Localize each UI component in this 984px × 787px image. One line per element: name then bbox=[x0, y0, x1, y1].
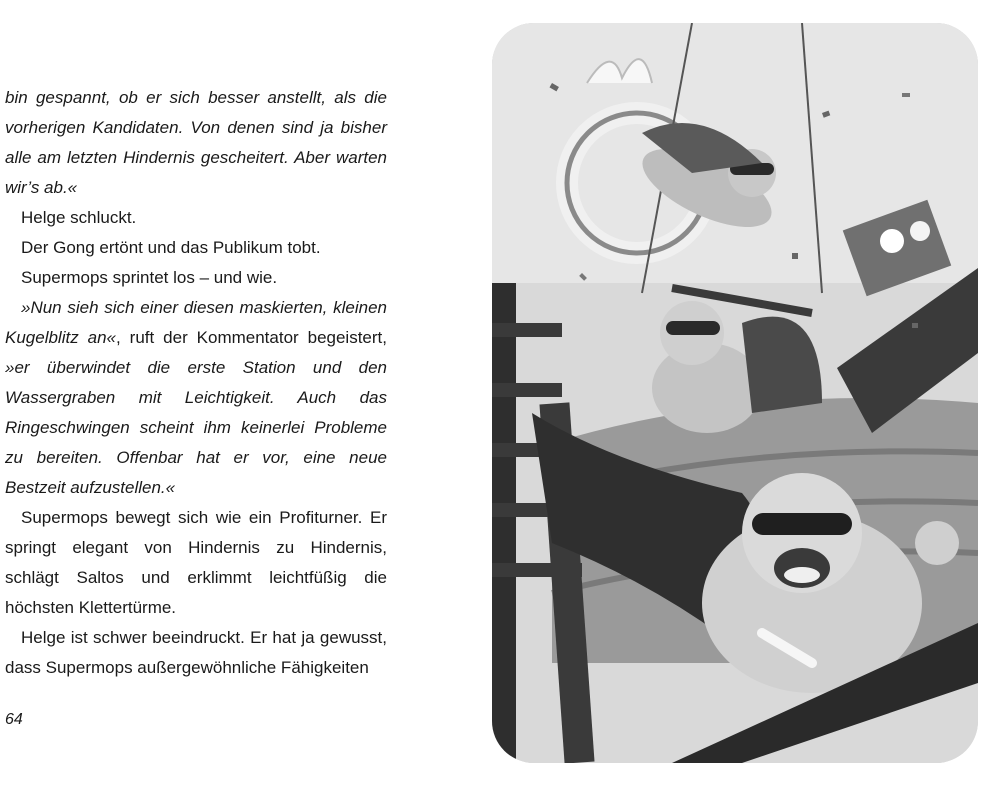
body-text bbox=[5, 83, 387, 683]
paragraph bbox=[5, 83, 387, 203]
text-segment: »er überwindet die erste Station und den Wassergraben mit Leichtigkeit. Auch das Ringeschwingen scheint ihm keinerlei Probleme zu bereiten. Offenbar hat er vor, eine neue Bestzeit aufzustellen.« bbox=[5, 358, 387, 497]
text-segment: »Nun sieh sich einer diesen maskierten, kleinen Kugelblitz an« bbox=[5, 298, 387, 347]
text-segment: Der Gong ertönt und das Publikum tobt. bbox=[21, 238, 321, 257]
paragraph bbox=[5, 233, 387, 263]
text-segment: Supermops sprintet los – und wie. bbox=[21, 268, 278, 287]
paragraph bbox=[5, 623, 387, 683]
illustration-artwork bbox=[492, 23, 978, 763]
text-segment: bin gespannt, ob er sich besser anstellt, als die vorherigen Kandidaten. Von denen sind ja bisher alle am letzten Hindernis gescheitert. Aber warten wir’s ab.« bbox=[5, 88, 387, 197]
text-segment: Supermops bewegt sich wie ein Profiturner. Er springt elegant von Hindernis zu Hindernis, schlägt Saltos und erklimmt leichtfüßig die höchsten Klettertürme. bbox=[5, 508, 387, 617]
paragraph bbox=[5, 293, 387, 503]
paragraph bbox=[5, 503, 387, 623]
text-segment: Helge schluckt. bbox=[21, 208, 137, 227]
text-segment: , ruft der Kommentator begeistert, bbox=[116, 328, 387, 347]
paragraph bbox=[5, 263, 387, 293]
page-number: 64 bbox=[5, 711, 23, 728]
text-segment: Helge ist schwer beeindruckt. Er hat ja gewusst, dass Supermops außergewöhnliche Fähigkeiten bbox=[5, 628, 387, 677]
illustration bbox=[492, 23, 978, 763]
paragraph bbox=[5, 203, 387, 233]
ladder bbox=[492, 283, 516, 763]
